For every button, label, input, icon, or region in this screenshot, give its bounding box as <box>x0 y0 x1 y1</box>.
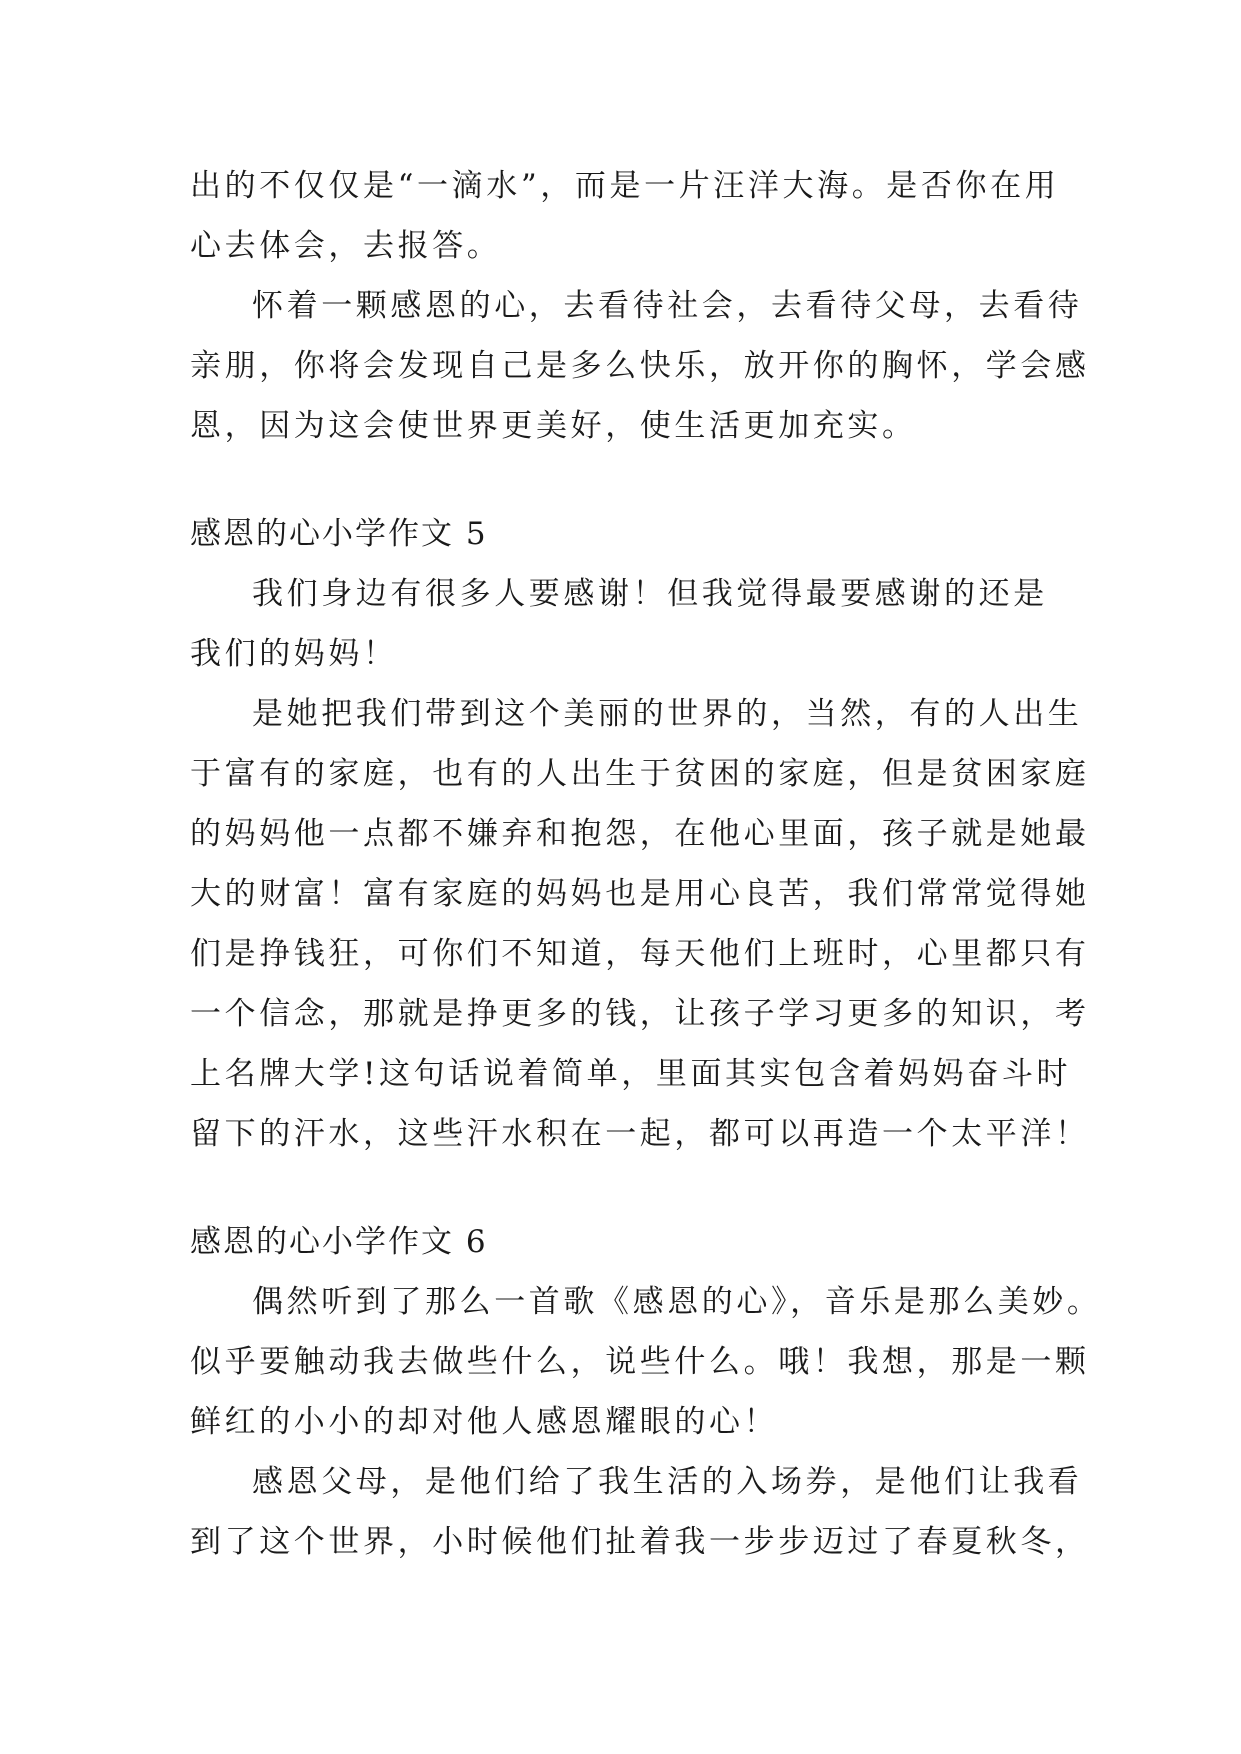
paragraph-line: 们是挣钱狂，可你们不知道，每天他们上班时，心里都只有 <box>190 936 1090 972</box>
paragraph-line: 大的财富！富有家庭的妈妈也是用心良苦，我们常常觉得她 <box>190 876 1090 912</box>
paragraph-line: 一个信念，那就是挣更多的钱，让孩子学习更多的知识，考 <box>190 996 1090 1032</box>
paragraph-line: 怀着一颗感恩的心，去看待社会，去看待父母，去看待 <box>252 288 1083 324</box>
paragraph-line: 似乎要触动我去做些什么，说些什么。哦！我想，那是一颗 <box>190 1344 1090 1380</box>
paragraph-line: 亲朋，你将会发现自己是多么快乐，放开你的胸怀，学会感 <box>190 348 1090 384</box>
section-heading: 感恩的心小学作文 6 <box>190 1224 488 1260</box>
paragraph-line: 上名牌大学!这句话说着简单，里面其实包含着妈妈奋斗时 <box>190 1056 1072 1092</box>
paragraph-line: 的妈妈他一点都不嫌弃和抱怨，在他心里面，孩子就是她最 <box>190 816 1090 852</box>
paragraph-line: 我们身边有很多人要感谢！但我觉得最要感谢的还是 <box>252 576 1048 612</box>
paragraph-line: 于富有的家庭，也有的人出生于贫困的家庭，但是贫困家庭 <box>190 756 1090 792</box>
section-heading: 感恩的心小学作文 5 <box>190 516 488 552</box>
paragraph-line: 到了这个世界，小时候他们扯着我一步步迈过了春夏秋冬， <box>190 1524 1090 1560</box>
paragraph-line: 出的不仅仅是“一滴水”，而是一片汪洋大海。是否你在用 <box>190 168 1060 204</box>
paragraph-line: 偶然听到了那么一首歌《感恩的心》，音乐是那么美妙。 <box>252 1284 1102 1320</box>
paragraph-line: 感恩父母，是他们给了我生活的入场券，是他们让我看 <box>252 1464 1083 1500</box>
paragraph-line: 是她把我们带到这个美丽的世界的，当然，有的人出生 <box>252 696 1083 732</box>
paragraph-line: 恩，因为这会使世界更美好，使生活更加充实。 <box>190 408 917 444</box>
paragraph-line: 心去体会，去报答。 <box>190 228 502 264</box>
paragraph-line: 留下的汗水，这些汗水积在一起，都可以再造一个太平洋！ <box>190 1116 1090 1152</box>
paragraph-line: 我们的妈妈！ <box>190 636 398 672</box>
paragraph-line: 鲜红的小小的却对他人感恩耀眼的心！ <box>190 1404 779 1440</box>
